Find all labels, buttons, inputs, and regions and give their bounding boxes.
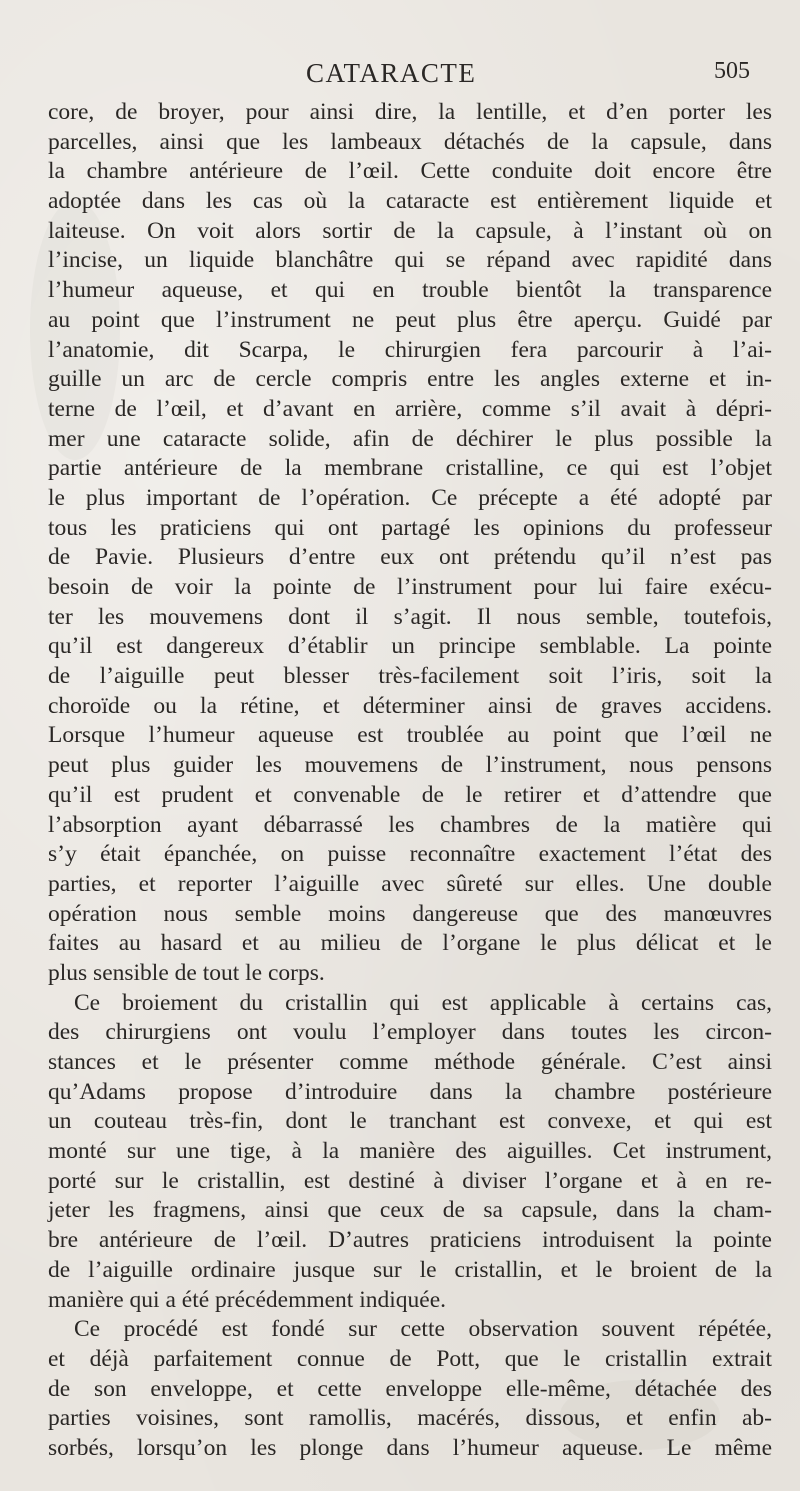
text-line: monté sur une tige, à la manière des aiguilles. Cet instrument, (48, 1138, 772, 1165)
text-line: l’absorption ayant débarrassé les chambres de la matière qui (48, 811, 772, 838)
text-line: au point que l’instrument ne peut plus être aperçu. Guidé par (48, 306, 772, 333)
text-line: adoptée dans les cas où la cataracte est entièrement liquide et (48, 188, 772, 215)
text-line: un couteau très-fin, dont le tranchant est convexe, et qui est (48, 1108, 772, 1135)
text-line: ter les mouvemens dont il s’agit. Il nous semble, toutefois, (48, 603, 772, 630)
text-line: opération nous semble moins dangereuse que des manœuvres (48, 900, 772, 927)
text-line: terne de l’œil, et d’avant en arrière, comme s’il avait à dépri- (48, 395, 772, 422)
running-title: CATARACTE (306, 58, 477, 88)
text-line: porté sur le cristallin, est destiné à diviser l’organe et à en re- (48, 1167, 772, 1194)
text-line: Ce broiement du cristallin qui est applicable à certains cas, (74, 989, 772, 1016)
text-line: tous les praticiens qui ont partagé les opinions du professeur (48, 514, 772, 541)
text-line: besoin de voir la pointe de l’instrument pour lui faire exécu- (48, 574, 772, 600)
text-line: de l’aiguille ordinaire jusque sur le cristallin, et le broient de la (48, 1256, 772, 1283)
text-line: sorbés, lorsqu’on les plonge dans l’humeur aqueuse. Le même (48, 1434, 772, 1461)
text-line: Lorsque l’humeur aqueuse est troublée au point que l’œil ne (48, 722, 772, 749)
text-line: de son enveloppe, et cette enveloppe elle-même, détachée des (48, 1375, 772, 1402)
text-line: laiteuse. On voit alors sortir de la capsule, à l’instant où on (48, 217, 772, 244)
text-line: qu’il est prudent et convenable de le retirer et d’attendre que (48, 781, 772, 808)
text-line: parties voisines, sont ramollis, macérés, dissous, et enfin ab- (48, 1405, 772, 1432)
running-head (48, 58, 768, 98)
text-line: Ce procédé est fondé sur cette observation souvent répétée, (74, 1316, 772, 1343)
text-line: stances et le présenter comme méthode générale. C’est ainsi (48, 1049, 772, 1075)
text-line: peut plus guider les mouvemens de l’instrument, nous pensons (48, 752, 772, 779)
text-line: parcelles, ainsi que les lambeaux détachés de la capsule, dans (48, 128, 772, 155)
text-line: qu’il est dangereux d’établir un principe semblable. La pointe (48, 633, 772, 660)
text-line: guille un arc de cercle compris entre les angles externe et in- (48, 366, 772, 393)
text-line: bre antérieure de l’œil. D’autres praticiens introduisent la pointe (48, 1227, 772, 1254)
text-line: l’anatomie, dit Scarpa, le chirurgien fera parcourir à l’ai- (48, 336, 772, 363)
text-line: plus sensible de tout le corps. (48, 959, 325, 986)
page-number: 505 (714, 58, 750, 84)
body-text (48, 98, 772, 1464)
text-line: mer une cataracte solide, afin de déchirer le plus possible la (48, 425, 772, 452)
text-line: s’y était épanchée, on puisse reconnaître exactement l’état des (48, 841, 772, 868)
text-line: l’incise, un liquide blanchâtre qui se répand avec rapidité dans (48, 247, 772, 274)
text-line: des chirurgiens ont voulu l’employer dans toutes les circon- (48, 1019, 772, 1046)
text-line: de l’aiguille peut blesser très-facilement soit l’iris, soit la (48, 663, 772, 690)
text-line: de Pavie. Plusieurs d’entre eux ont prétendu qu’il n’est pas (48, 544, 772, 571)
text-line: parties, et reporter l’aiguille avec sûreté sur elles. Une double (48, 870, 772, 897)
text-line: choroïde ou la rétine, et déterminer ainsi de graves accidens. (48, 692, 772, 719)
text-line: faites au hasard et au milieu de l’organe le plus délicat et le (48, 930, 772, 957)
text-line: manière qui a été précédemment indiquée. (48, 1286, 447, 1313)
text-line: partie antérieure de la membrane cristalline, ce qui est l’objet (48, 455, 772, 482)
text-line: l’humeur aqueuse, et qui en trouble bientôt la transparence (48, 277, 772, 304)
text-line: la chambre antérieure de l’œil. Cette conduite doit encore être (48, 158, 772, 185)
text-line: le plus important de l’opération. Ce précepte a été adopté par (48, 484, 772, 511)
text-line: et déjà parfaitement connue de Pott, que le cristallin extrait (48, 1345, 772, 1372)
text-line: core, de broyer, pour ainsi dire, la lentille, et d’en porter les (48, 99, 772, 125)
text-line: jeter les fragmens, ainsi que ceux de sa capsule, dans la cham- (48, 1197, 772, 1224)
text-line: qu’Adams propose d’introduire dans la chambre postérieure (48, 1078, 772, 1105)
